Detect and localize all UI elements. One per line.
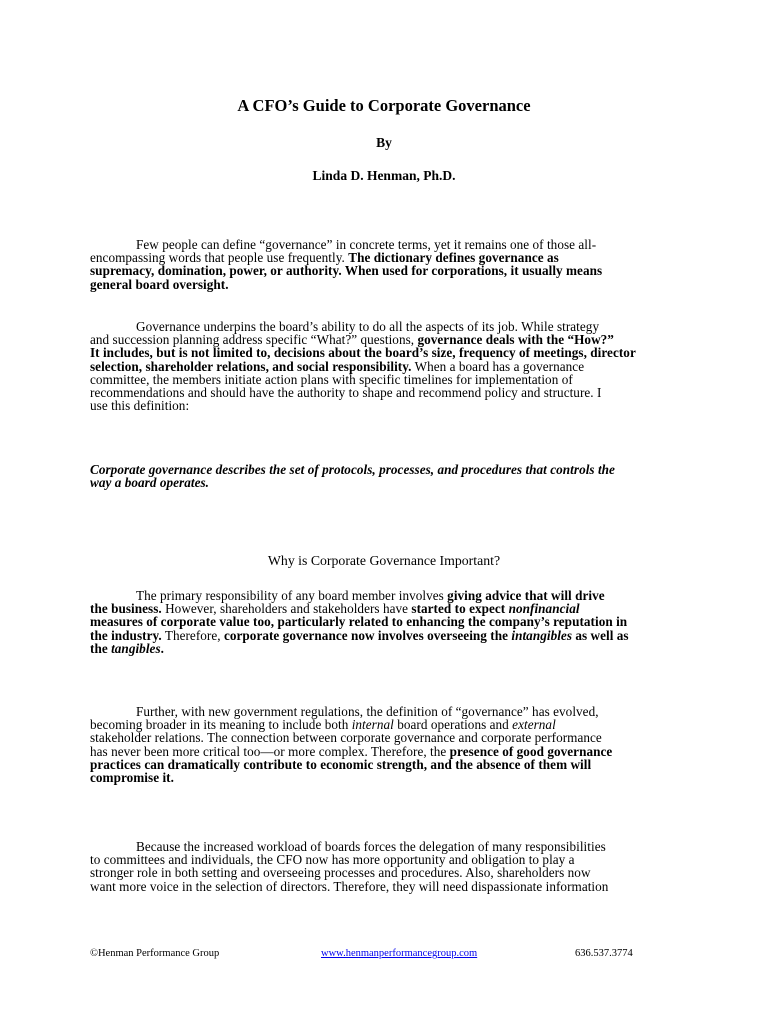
text-line [90, 248, 716, 266]
text-run: has never been more critical too—or more complex. Therefore, the [90, 743, 450, 759]
text-run: However, shareholders and stakeholders have [161, 601, 412, 617]
paragraph-government-regulations [90, 702, 716, 785]
bold-text: giving advice that will drive [447, 588, 605, 603]
definition-block [90, 460, 716, 491]
text-line [90, 626, 716, 643]
bold-text-line: practices can dramatically contribute to economic strength, and the absence of them will [90, 756, 592, 772]
definition-line [90, 460, 716, 477]
text-line: committee, the members initiate action plans with specific timelines for implementation of [90, 371, 573, 387]
text-line: stronger role in both setting and overseeing processes and procedures. Also, shareholders now [90, 865, 591, 881]
text-line: Further, with new government regulations, the definition of “governance” has evolved, [136, 704, 599, 719]
bold-text: started to expect [411, 601, 509, 617]
italic-text: internal [351, 717, 394, 733]
paragraph-governance-underpins [90, 318, 716, 414]
text-line: recommendations and should have the authority to shape and recommend policy and structure. I [90, 384, 602, 400]
bold-italic-text: way a board operates. [90, 475, 209, 491]
bold-text: the business. [90, 601, 162, 617]
byline-label: By [376, 135, 392, 150]
bold-text: corporate governance now involves overseeing the [223, 627, 512, 643]
text-line [90, 586, 716, 603]
text-line: Few people can define “governance” in concrete terms, yet it remains one of those all- [136, 237, 597, 252]
footer-phone: 636.537.3774 [575, 948, 633, 959]
bold-text: presence of good governance [449, 743, 613, 759]
bold-italic-text: tangibles [111, 640, 161, 656]
bold-text: the [90, 640, 112, 656]
italic-text: external [512, 717, 556, 733]
text-run: board operations and [393, 717, 513, 733]
text-run: becoming broader in its meaning to include both [90, 717, 352, 733]
text-line [90, 742, 716, 759]
text-line: want more voice in the selection of directors. Therefore, they will need dispassionate information [90, 878, 609, 894]
text-line [90, 331, 716, 348]
bold-text: governance deals with the “How?” [417, 332, 614, 348]
text-line [90, 599, 716, 617]
bold-italic-text: intangibles [511, 627, 573, 643]
bold-text-line: supremacy, domination, power, or authority. When used for corporations, it usually means [90, 263, 603, 279]
text-line: stakeholder relations. The connection between corporate governance and corporate performance [90, 730, 602, 746]
paragraph-primary-responsibility [90, 586, 716, 656]
bold-text: the industry. [90, 627, 162, 643]
text-line [90, 715, 716, 733]
bold-text: The dictionary defines governance as [348, 250, 559, 266]
text-run: When a board has a governance [411, 358, 585, 374]
text-run: and succession planning address specific “What?” questions, [90, 332, 418, 348]
bold-text: as well as [572, 627, 629, 643]
text-line: Because the increased workload of boards forces the delegation of many responsibilities [136, 839, 606, 854]
bold-text-line: It includes, but is not limited to, decisions about the board’s size, frequency of meetings, director [90, 345, 636, 361]
bold-italic-text: nonfinancial [508, 601, 580, 617]
section-heading: Why is Corporate Governance Important? [267, 553, 501, 568]
text-line: Governance underpins the board’s ability to do all the aspects of its job. While strategy [136, 319, 600, 334]
text-run: Therefore, [161, 627, 224, 643]
bold-text: . [160, 640, 164, 656]
footer-website-link[interactable]: www.henmanperformancegroup.com [321, 948, 478, 959]
text-line: use this definition: [90, 398, 190, 414]
paragraph-increased-workload [90, 837, 716, 894]
bold-text-line: compromise it. [90, 769, 174, 785]
footer-copyright: ©Henman Performance Group [90, 948, 220, 959]
bold-text-line: general board oversight. [90, 276, 229, 292]
text-line: to committees and individuals, the CFO now has more opportunity and obligation to play a [90, 852, 575, 868]
document-title: A CFO’s Guide to Corporate Governance [237, 96, 531, 115]
paragraph-intro [90, 235, 716, 292]
bold-text: selection, shareholder relations, and social responsibility. [90, 358, 412, 374]
text-run: The primary responsibility of any board member involves [136, 588, 448, 603]
text-run: encompassing words that people use frequently. [90, 250, 349, 266]
author-name: Linda D. Henman, Ph.D. [312, 168, 456, 183]
bold-text-line: measures of corporate value too, particularly related to enhancing the company’s reputation in [90, 614, 628, 630]
bold-italic-text: Corporate governance describes the set of protocols, processes, and procedures that controls the [90, 462, 615, 477]
